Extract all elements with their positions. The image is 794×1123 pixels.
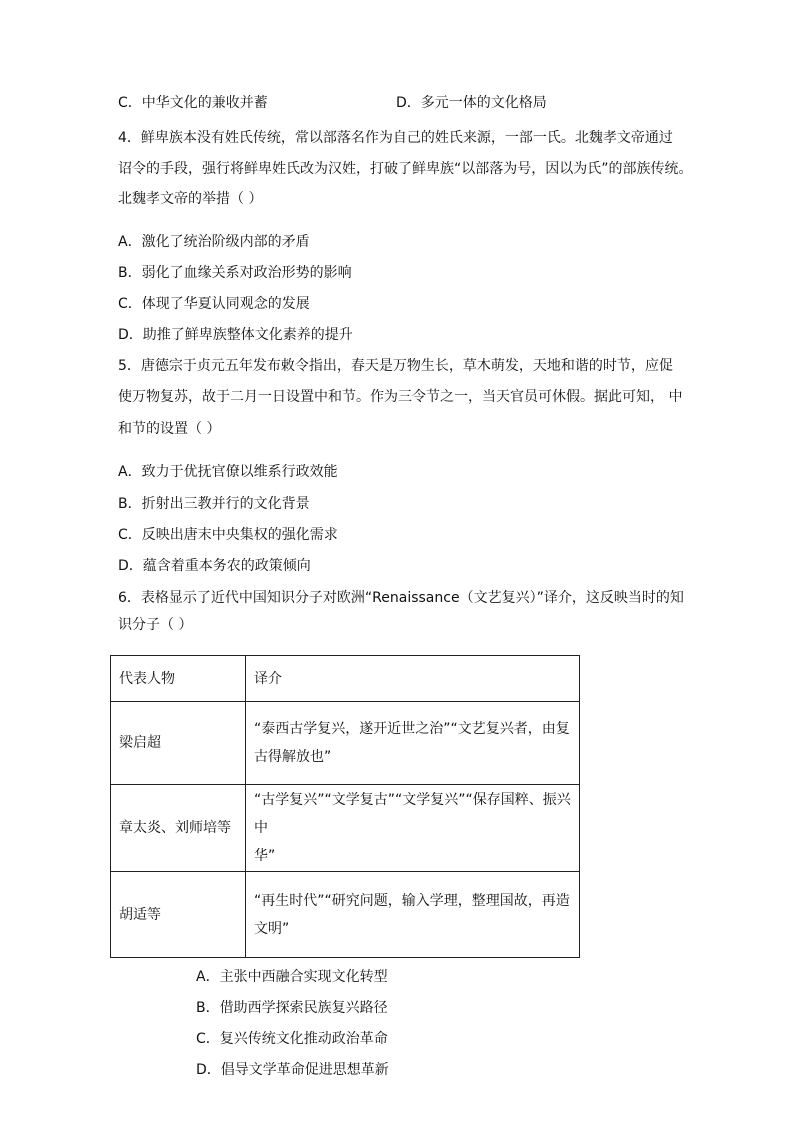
q5-option-d: D．蕴含着重本务农的政策倾向	[118, 558, 311, 574]
table-cell-person: 章太炎、刘师培等	[111, 785, 246, 872]
q4-stem-line-2: 诏令的手段，强行将鲜卑姓氏改为汉姓，打破了鲜卑族“以部落为号，因以为氏”的部族传统。	[118, 161, 693, 177]
q4-stem-line-3: 北魏孝文帝的举措（ ）	[118, 191, 263, 207]
table-cell-line: 文明”	[254, 920, 290, 937]
table-cell-line: “泰西古学复兴，遂开近世之治”“文艺复兴者，由复	[254, 721, 570, 737]
q5-stem-line-3: 和节的设置（ ）	[118, 421, 221, 437]
table-cell-person: 胡适等	[111, 872, 246, 958]
table-cell-translation	[246, 872, 580, 958]
table-cell-line: 华”	[254, 848, 276, 864]
table-cell-translation	[246, 785, 580, 872]
table-header-row	[111, 656, 580, 702]
q4-stem-line-1: 4．鲜卑族本没有姓氏传统，常以部落名作为自己的姓氏来源，一部一氏。北魏孝文帝通过	[118, 130, 673, 146]
q5-option-c: C．反映出唐末中央集权的强化需求	[118, 527, 338, 543]
q4-option-b: B．弱化了血缘关系对政治形势的影响	[118, 265, 352, 281]
q6-stem-line-1: 6．表格显示了近代中国知识分子对欧洲“Renaissance（文艺复兴）”译介，这反映当时的知	[118, 590, 684, 606]
table-row	[111, 702, 580, 785]
q6-table	[110, 655, 580, 958]
q6-option-a: A．主张中西融合实现文化转型	[196, 969, 388, 985]
q6-option-d: D．倡导文学革命促进思想革新	[196, 1062, 389, 1078]
table-cell-line: “再生时代”“研究问题，输入学理，整理国故，再造	[254, 892, 570, 909]
table-header-person: 代表人物	[111, 656, 246, 702]
q5-option-a: A．致力于优抚官僚以维系行政效能	[118, 464, 338, 480]
table-row	[111, 785, 580, 872]
table-cell-translation	[246, 702, 580, 785]
q4-option-a: A．激化了统治阶级内部的矛盾	[118, 234, 310, 250]
q3-option-c: C．中华文化的兼收并蓄	[118, 95, 268, 111]
table-cell-line: “古学复兴”“文学复古”“文学复兴”“保存国粹、振兴中	[254, 792, 571, 836]
table-row	[111, 872, 580, 958]
q4-option-d: D．助推了鲜卑族整体文化素养的提升	[118, 327, 353, 343]
q5-stem-line-1: 5．唐德宗于贞元五年发布敕令指出，春天是万物生长，草木萌发，天地和谐的时节，应促	[118, 358, 673, 374]
q5-stem-line-2: 使万物复苏，故于二月一日设置中和节。作为三令节之一，当天官员可休假。据此可知， 中	[118, 389, 683, 405]
table-header-translation: 译介	[246, 656, 580, 702]
table-cell-person: 梁启超	[111, 702, 246, 785]
q6-option-b: B．借助西学探索民族复兴路径	[196, 1000, 388, 1016]
table-cell-line: 古得解放也”	[254, 749, 332, 765]
q3-option-d: D．多元一体的文化格局	[396, 95, 547, 111]
q5-option-b: B．折射出三教并行的文化背景	[118, 496, 310, 512]
q4-option-c: C．体现了华夏认同观念的发展	[118, 296, 310, 312]
q6-stem-line-2: 识分子（ ）	[118, 617, 193, 633]
q6-option-c: C．复兴传统文化推动政治革命	[196, 1031, 388, 1047]
